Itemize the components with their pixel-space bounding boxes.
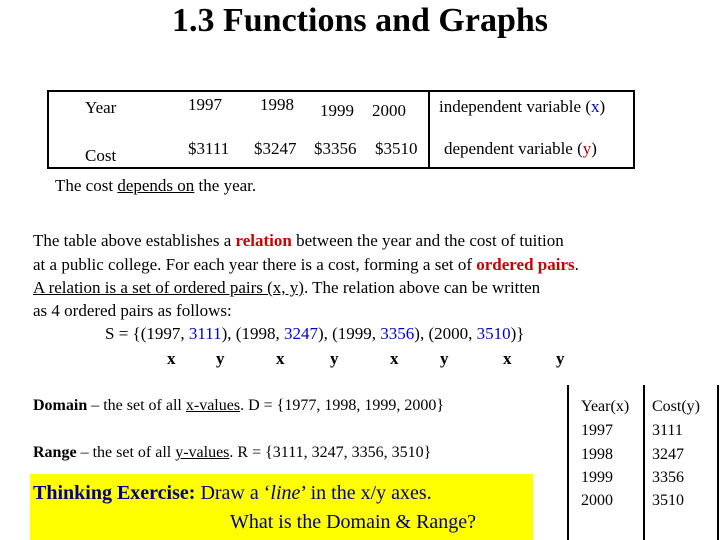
y-label: y <box>556 349 565 368</box>
x-label: x <box>276 349 285 368</box>
right-table-header-cost: Cost(y) <box>652 398 700 415</box>
right-table-cost-cell: 3247 <box>652 446 684 463</box>
right-table-cost-cell: 3111 <box>652 422 683 439</box>
right-table-border-left <box>567 385 569 540</box>
right-table-year-cell: 2000 <box>581 492 613 509</box>
row-label-year: Year <box>85 98 117 117</box>
table-border-bottom <box>47 167 635 169</box>
right-table-cost-cell: 3356 <box>652 469 684 486</box>
table-border-top <box>47 90 635 92</box>
x-label: x <box>167 349 176 368</box>
cost-cell: $3247 <box>254 139 297 158</box>
table-border-right <box>633 90 635 169</box>
thinking-exercise-box <box>30 474 533 540</box>
paragraph-line-3: A relation is a set of ordered pairs (x, y). The relation above can be written <box>33 278 541 297</box>
domain-definition: Domain – the set of all x-values. D = {1977, 1998, 1999, 2000} <box>33 397 445 414</box>
cost-sentence: The cost depends on the year. <box>55 176 257 195</box>
page-title: 1.3 Functions and Graphs <box>172 2 548 39</box>
right-table-border-right <box>717 385 719 540</box>
year-cell: 2000 <box>372 101 406 120</box>
y-label: y <box>440 349 449 368</box>
year-cell: 1997 <box>188 95 222 114</box>
y-label: y <box>330 349 339 368</box>
year-cell: 1998 <box>260 95 294 114</box>
x-label: x <box>390 349 399 368</box>
table-column-divider <box>428 90 430 169</box>
dependent-variable-label: dependent variable (y) <box>444 139 597 158</box>
right-table-year-cell: 1999 <box>581 469 613 486</box>
paragraph-line-1: The table above establishes a relation between the year and the cost of tuition <box>33 231 564 250</box>
year-cost-table <box>47 90 635 169</box>
right-table-year-cell: 1997 <box>581 422 613 439</box>
table-border-left <box>47 90 49 169</box>
right-table-divider <box>643 385 645 540</box>
thinking-exercise-line-2: What is the Domain & Range? <box>230 511 477 533</box>
cost-cell: $3510 <box>375 139 418 158</box>
right-table-cost-cell: 3510 <box>652 492 684 509</box>
row-label-cost: Cost <box>85 146 117 165</box>
y-label: y <box>216 349 225 368</box>
paragraph-line-4: as 4 ordered pairs as follows: <box>33 301 232 320</box>
paragraph-line-2: at a public college. For each year there is a cost, forming a set of ordered pairs. <box>33 255 579 274</box>
cost-cell: $3111 <box>188 139 230 158</box>
range-definition: Range – the set of all y-values. R = {3111, 3247, 3356, 3510} <box>33 444 432 461</box>
right-table-year-cell: 1998 <box>581 446 613 463</box>
independent-variable-label: independent variable (x) <box>439 97 606 116</box>
cost-cell: $3356 <box>314 139 357 158</box>
thinking-exercise-line-1: Thinking Exercise: Draw a ‘line’ in the x/y axes. <box>33 482 432 504</box>
year-cell: 1999 <box>320 101 354 120</box>
right-table-header-year: Year(x) <box>581 398 630 415</box>
x-label: x <box>503 349 512 368</box>
set-expression: S = {(1997, 3111), (1998, 3247), (1999, 3356), (2000, 3510)} <box>105 324 525 343</box>
